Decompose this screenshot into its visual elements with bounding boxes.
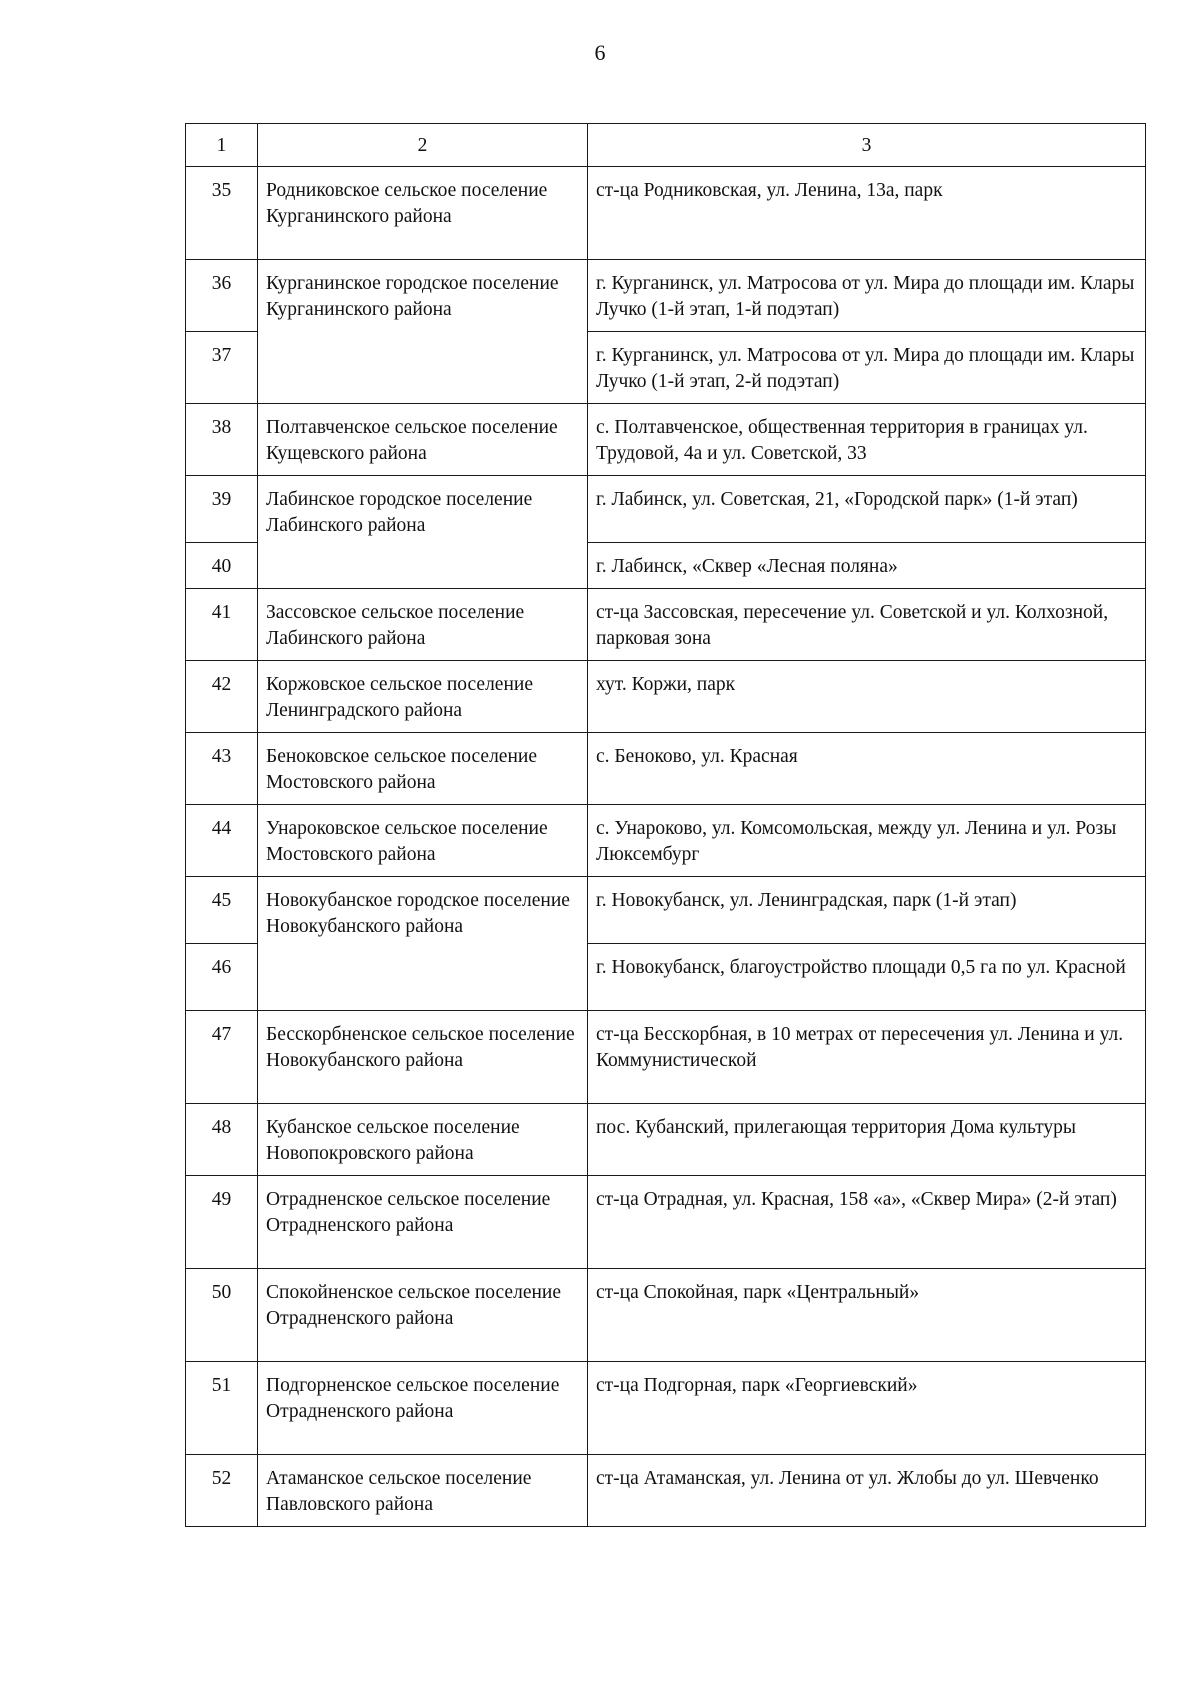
location-address: ст-ца Зассовская, пересечение ул. Советской и ул. Колхозной, парковая зона (588, 589, 1146, 661)
table-row (186, 1362, 1146, 1455)
settlement-name: Лабинское городское поселение Лабинского района (258, 476, 588, 589)
location-address: с. Беноково, ул. Красная (588, 733, 1146, 805)
settlement-name: Унароковское сельское поселение Мостовского района (258, 805, 588, 877)
settlement-name: Новокубанское городское поселение Новокубанского района (258, 877, 588, 1011)
table-row (186, 589, 1146, 661)
location-address: ст-ца Родниковская, ул. Ленина, 13а, парк (588, 167, 1146, 260)
settlement-name: Курганинское городское поселение Курганинского района (258, 260, 588, 404)
locations-table (185, 123, 1146, 1527)
settlement-name: Бесскорбненское сельское поселение Новокубанского района (258, 1011, 588, 1104)
location-address: г. Новокубанск, ул. Ленинградская, парк (1-й этап) (588, 877, 1146, 944)
table-row (186, 733, 1146, 805)
table-row (186, 1455, 1146, 1527)
location-address: пос. Кубанский, прилегающая территория Дома культуры (588, 1104, 1146, 1176)
row-number: 44 (186, 805, 258, 877)
location-address: ст-ца Подгорная, парк «Георгиевский» (588, 1362, 1146, 1455)
table-row (186, 167, 1146, 260)
header-col-1: 1 (186, 124, 258, 167)
settlement-name: Родниковское сельское поселение Курганинского района (258, 167, 588, 260)
location-address: ст-ца Спокойная, парк «Центральный» (588, 1269, 1146, 1362)
settlement-name: Зассовское сельское поселение Лабинского района (258, 589, 588, 661)
location-address: хут. Коржи, парк (588, 661, 1146, 733)
table-row (186, 1011, 1146, 1104)
settlement-name: Полтавченское сельское поселение Кущевского района (258, 404, 588, 476)
row-number: 49 (186, 1176, 258, 1269)
location-address: ст-ца Отрадная, ул. Красная, 158 «а», «Сквер Мира» (2-й этап) (588, 1176, 1146, 1269)
location-address: г. Лабинск, ул. Советская, 21, «Городской парк» (1-й этап) (588, 476, 1146, 543)
row-number: 47 (186, 1011, 258, 1104)
settlement-name: Спокойненское сельское поселение Отрадненского района (258, 1269, 588, 1362)
location-address: ст-ца Бесскорбная, в 10 метрах от пересечения ул. Ленина и ул. Коммунистической (588, 1011, 1146, 1104)
row-number: 43 (186, 733, 258, 805)
row-number: 50 (186, 1269, 258, 1362)
settlement-name: Атаманское сельское поселение Павловского района (258, 1455, 588, 1527)
location-address: г. Лабинск, «Сквер «Лесная поляна» (588, 543, 1146, 589)
settlement-name: Кубанское сельское поселение Новопокровского района (258, 1104, 588, 1176)
table-row (186, 1104, 1146, 1176)
table-row (186, 1269, 1146, 1362)
table-row (186, 404, 1146, 476)
page-number: 6 (594, 40, 606, 65)
settlement-name: Отрадненское сельское поселение Отрадненского района (258, 1176, 588, 1269)
row-number: 41 (186, 589, 258, 661)
row-number: 45 (186, 877, 258, 944)
table-header-row (186, 124, 1146, 167)
row-number: 36 (186, 260, 258, 332)
settlement-name: Беноковское сельское поселение Мостовского района (258, 733, 588, 805)
table-row (186, 260, 1146, 332)
table-row (186, 476, 1146, 543)
location-address: с. Полтавченское, общественная территория в границах ул. Трудовой, 4а и ул. Советской, 33 (588, 404, 1146, 476)
location-address: г. Новокубанск, благоустройство площади 0,5 га по ул. Красной (588, 944, 1146, 1011)
settlement-name: Подгорненское сельское поселение Отрадненского района (258, 1362, 588, 1455)
table-row (186, 661, 1146, 733)
table-row (186, 877, 1146, 944)
header-col-2: 2 (258, 124, 588, 167)
row-number: 39 (186, 476, 258, 543)
location-address: с. Унароково, ул. Комсомольская, между ул. Ленина и ул. Розы Люксембург (588, 805, 1146, 877)
location-address: г. Курганинск, ул. Матросова от ул. Мира до площади им. Клары Лучко (1-й этап, 2-й подэтап) (588, 332, 1146, 404)
row-number: 35 (186, 167, 258, 260)
location-address: г. Курганинск, ул. Матросова от ул. Мира до площади им. Клары Лучко (1-й этап, 1-й подэтап) (588, 260, 1146, 332)
row-number: 52 (186, 1455, 258, 1527)
location-address: ст-ца Атаманская, ул. Ленина от ул. Жлобы до ул. Шевченко (588, 1455, 1146, 1527)
row-number: 38 (186, 404, 258, 476)
table-row (186, 1176, 1146, 1269)
row-number: 46 (186, 944, 258, 1011)
row-number: 51 (186, 1362, 258, 1455)
row-number: 40 (186, 543, 258, 589)
header-col-3: 3 (588, 124, 1146, 167)
table-row (186, 805, 1146, 877)
row-number: 48 (186, 1104, 258, 1176)
row-number: 42 (186, 661, 258, 733)
settlement-name: Коржовское сельское поселение Ленинградского района (258, 661, 588, 733)
row-number: 37 (186, 332, 258, 404)
